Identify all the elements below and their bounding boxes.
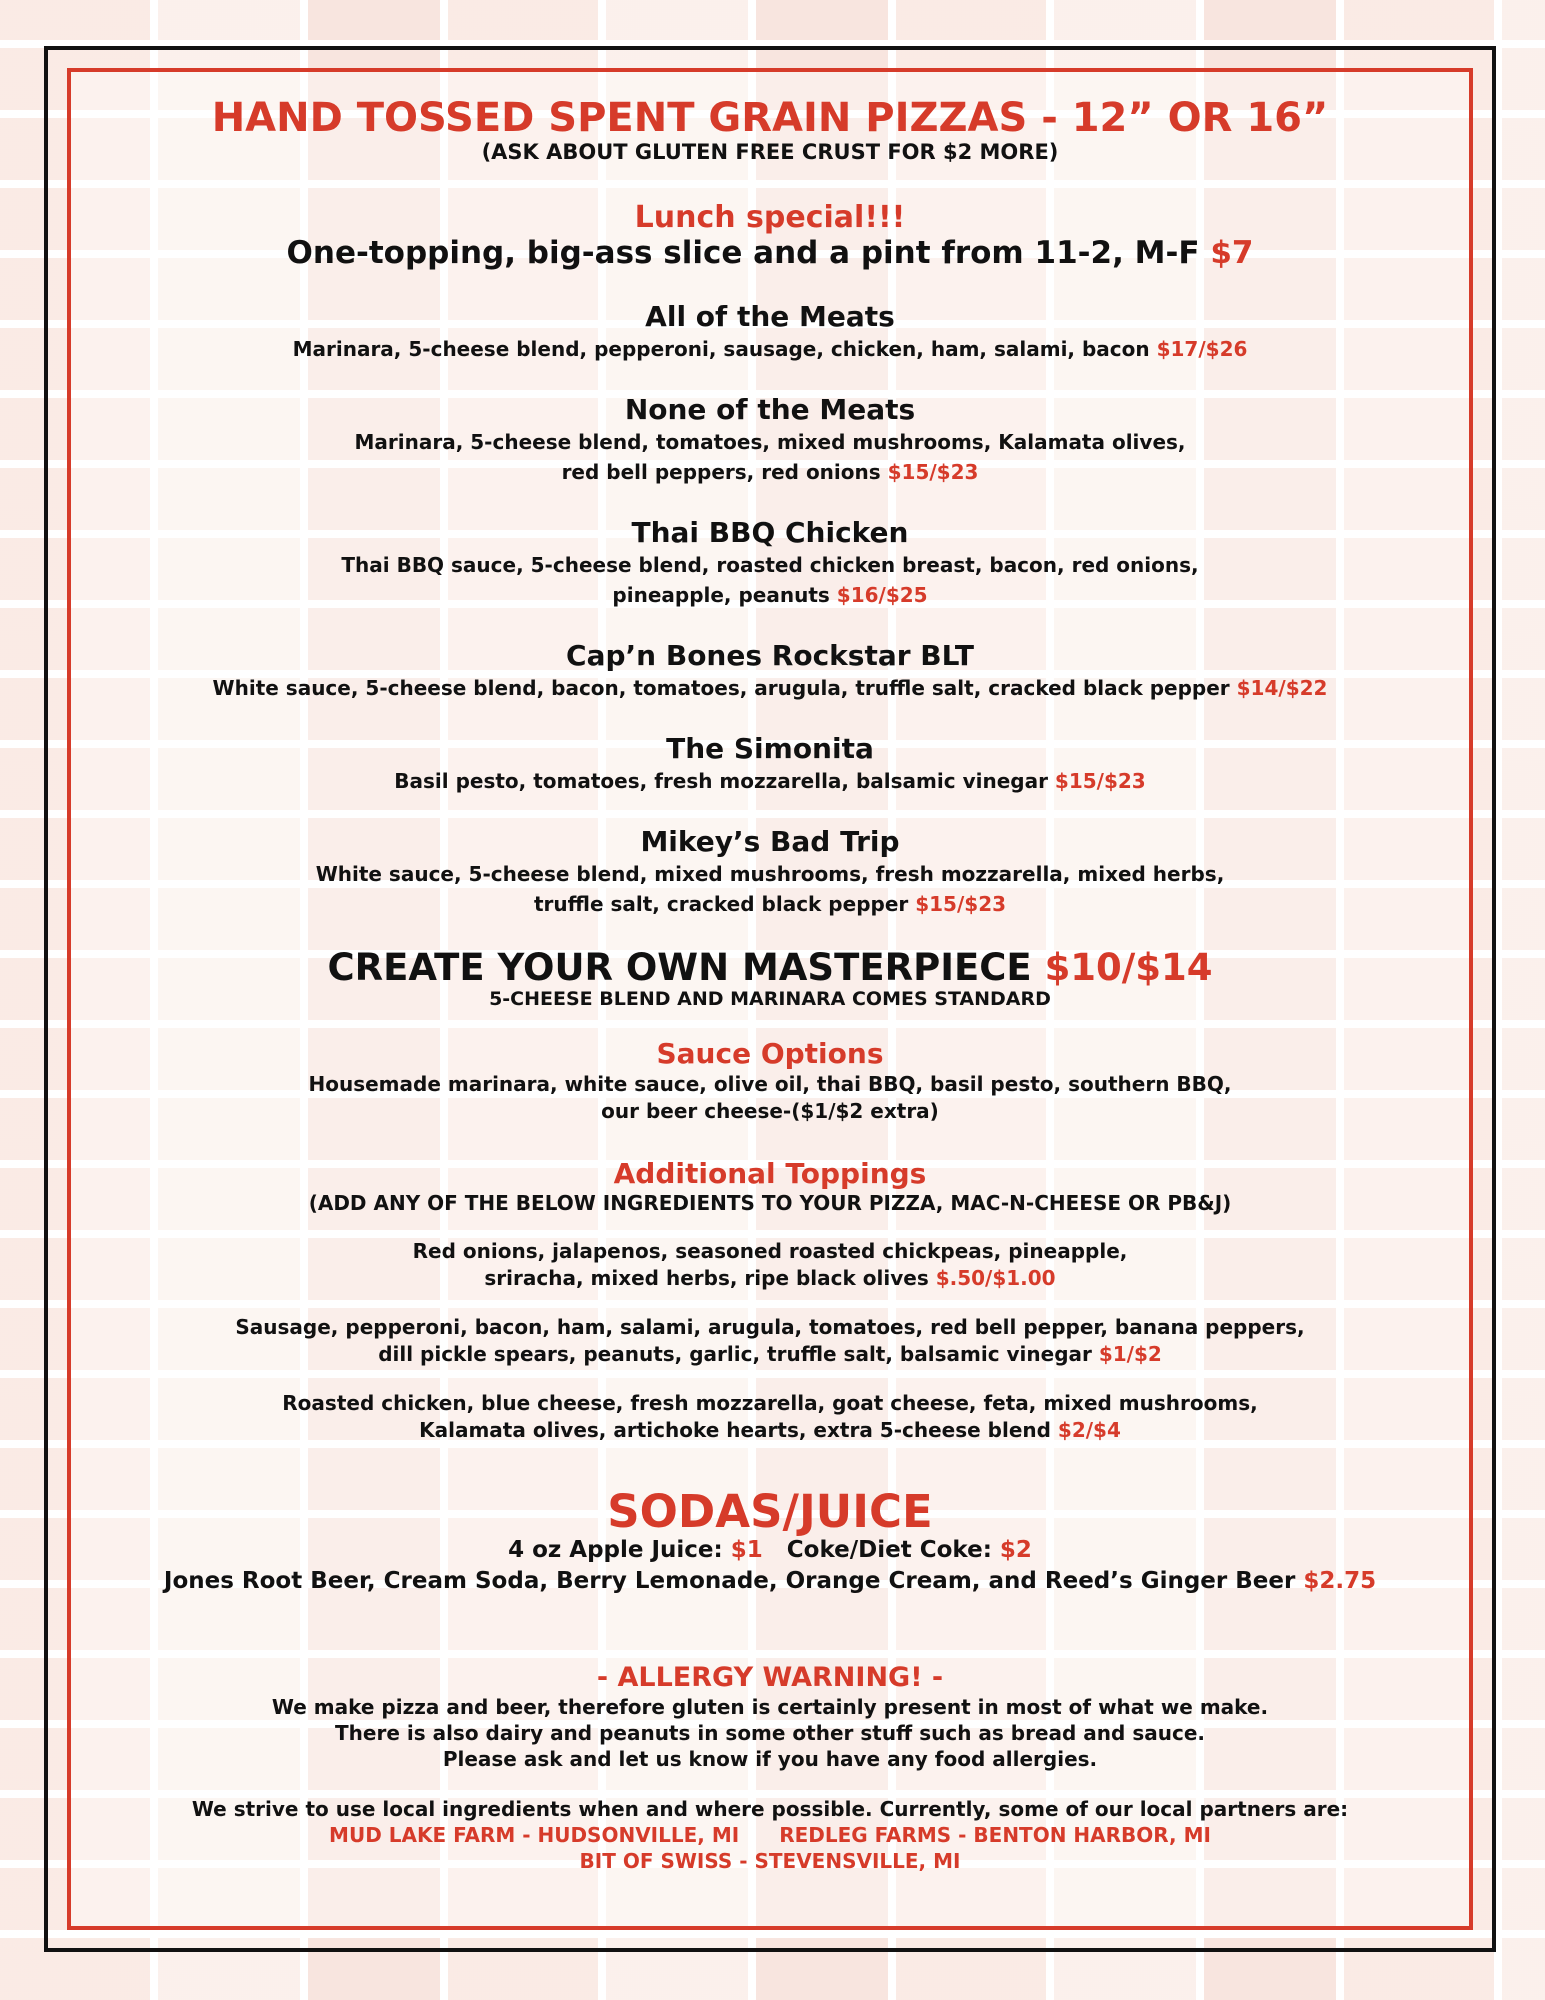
pizza-ingredients-line-2: red bell peppers, red onions <box>561 460 888 485</box>
pizza-price: $15/$23 <box>887 460 979 485</box>
coke-label: Coke/Diet Coke: <box>786 1537 1000 1564</box>
pizza-description <box>80 766 1460 796</box>
lunch-special <box>80 201 1460 271</box>
allergy-warning-title: - ALLERGY WARNING! - <box>596 1661 944 1693</box>
coke-price: $2 <box>999 1537 1032 1564</box>
topping-group-line-1: Sausage, pepperoni, bacon, ham, salami, arugula, tomatoes, red bell pepper, banana peppers, <box>235 1315 1305 1340</box>
sauce-options-list <box>80 1071 1460 1125</box>
pizza-name: The Simonita <box>666 732 874 766</box>
pizza-item <box>80 731 1460 796</box>
local-partners-row-1 <box>80 1822 1460 1848</box>
additional-toppings <box>80 1157 1460 1445</box>
lunch-special-text <box>80 236 1460 272</box>
pizza-item <box>80 392 1460 487</box>
partner-bit-of-swiss: BIT OF SWISS - STEVENSVILLE, MI <box>579 1848 961 1873</box>
topping-group <box>80 1314 1460 1368</box>
pizza-price: $17/$26 <box>1156 337 1248 362</box>
pizza-ingredients: White sauce, 5-cheese blend, bacon, tomatoes, arugula, truffle salt, cracked black pepper <box>212 676 1237 701</box>
pizza-ingredients-line-2: truffle salt, cracked black pepper <box>533 892 916 917</box>
pizza-price: $16/$25 <box>836 583 928 608</box>
toppings-title: Additional Toppings <box>613 1156 927 1190</box>
topping-group-line-2: Kalamata olives, artichoke hearts, extra 5-cheese blend <box>419 1418 1058 1443</box>
pizza-ingredients-line-2: pineapple, peanuts <box>612 583 837 608</box>
pizza-price: $15/$23 <box>915 892 1007 917</box>
allergy-line-3: Please ask and let us know if you have any food allergies. <box>442 1746 1098 1771</box>
topping-group-line-2: sriracha, mixed herbs, ripe black olives <box>484 1266 936 1291</box>
allergy-warning <box>80 1662 1460 1772</box>
sodas-juice <box>80 1485 1460 1597</box>
pizza-ingredients-line-1: Thai BBQ sauce, 5-cheese blend, roasted chicken breast, bacon, red onions, <box>341 553 1199 578</box>
allergy-warning-body <box>80 1694 1460 1772</box>
create-your-own-price: $10/$14 <box>1044 946 1213 990</box>
pizza-description <box>80 859 1460 919</box>
sodas-line-2 <box>80 1566 1460 1597</box>
pizza-name: None of the Meats <box>624 393 916 427</box>
sauce-options-line-2: our beer cheese-($1/$2 extra) <box>601 1098 939 1123</box>
apple-juice-label: 4 oz Apple Juice: <box>508 1537 731 1564</box>
pizza-name: Cap’n Bones Rockstar BLT <box>566 639 974 673</box>
pizza-ingredients-line-1: White sauce, 5-cheese blend, mixed mushrooms, fresh mozzarella, mixed herbs, <box>315 862 1225 887</box>
pizza-ingredients-line-1: Marinara, 5-cheese blend, tomatoes, mixed mushrooms, Kalamata olives, <box>354 430 1186 455</box>
page-title: HAND TOSSED SPENT GRAIN PIZZAS - 12” OR 16” <box>211 95 1329 141</box>
pizza-name: Mikey’s Bad Trip <box>640 825 900 859</box>
pizza-ingredients: Basil pesto, tomatoes, fresh mozzarella, balsamic vinegar <box>394 769 1055 794</box>
lunch-special-title: Lunch special!!! <box>634 200 906 236</box>
pizza-item <box>80 824 1460 919</box>
sodas-title: SODAS/JUICE <box>607 1485 933 1539</box>
sauce-options <box>80 1037 1460 1125</box>
local-partners <box>80 1796 1460 1874</box>
pizza-description <box>80 334 1460 364</box>
topping-group-price: $1/$2 <box>1098 1342 1162 1367</box>
toppings-note: (ADD ANY OF THE BELOW INGREDIENTS TO YOUR PIZZA, MAC-N-CHEESE OR PB&J) <box>308 1191 1232 1216</box>
topping-group <box>80 1238 1460 1292</box>
menu-content <box>80 96 1460 1874</box>
topping-group-price: $2/$4 <box>1057 1418 1121 1443</box>
pizza-description <box>80 673 1460 703</box>
local-partners-intro: We strive to use local ingredients when and where possible. Currently, some of our local partners are: <box>191 1796 1349 1821</box>
allergy-line-2: There is also dairy and peanuts in some other stuff such as bread and sauce. <box>335 1720 1205 1745</box>
sauce-options-title: Sauce Options <box>656 1036 884 1070</box>
pizza-list <box>80 299 1460 919</box>
create-your-own-subtitle: 5-CHEESE BLEND AND MARINARA COMES STANDARD <box>489 988 1051 1011</box>
pizza-item <box>80 299 1460 364</box>
apple-juice-price: $1 <box>730 1537 763 1564</box>
topping-group-price: $.50/$1.00 <box>935 1266 1056 1291</box>
pizza-description <box>80 550 1460 610</box>
topping-group-line-2: dill pickle spears, peanuts, garlic, truffle salt, balsamic vinegar <box>378 1342 1099 1367</box>
pizza-name: All of the Meats <box>645 300 895 334</box>
partner-redleg-farms: REDLEG FARMS - BENTON HARBOR, MI <box>779 1822 1211 1847</box>
topping-group-line-1: Roasted chicken, blue cheese, fresh mozzarella, goat cheese, feta, mixed mushrooms, <box>282 1391 1258 1416</box>
create-your-own-heading: CREATE YOUR OWN MASTERPIECE <box>327 946 1045 990</box>
pizza-ingredients: Marinara, 5-cheese blend, pepperoni, sausage, chicken, ham, salami, bacon <box>292 337 1157 362</box>
create-your-own <box>80 946 1460 1011</box>
sauce-options-line-1: Housemade marinara, white sauce, olive oil, thai BBQ, basil pesto, southern BBQ, <box>308 1071 1232 1096</box>
pizza-price: $15/$23 <box>1054 769 1146 794</box>
pizza-item <box>80 515 1460 610</box>
topping-group <box>80 1390 1460 1444</box>
topping-group-line-1: Red onions, jalapenos, seasoned roasted chickpeas, pineapple, <box>412 1239 1128 1264</box>
specialty-sodas-list: Jones Root Beer, Cream Soda, Berry Lemonade, Orange Cream, and Reed’s Ginger Beer <box>163 1568 1304 1595</box>
partner-mud-lake-farm: MUD LAKE FARM - HUDSONVILLE, MI <box>329 1822 740 1847</box>
pizza-item <box>80 638 1460 703</box>
pizza-description <box>80 427 1460 487</box>
allergy-line-1: We make pizza and beer, therefore gluten is certainly present in most of what we make. <box>271 1694 1269 1719</box>
lunch-special-price: $7 <box>1210 234 1254 271</box>
pizza-name: Thai BBQ Chicken <box>631 516 909 550</box>
pizza-price: $14/$22 <box>1236 676 1328 701</box>
sodas-line-1 <box>80 1535 1460 1566</box>
lunch-special-description: One-topping, big-ass slice and a pint from 11-2, M-F <box>286 234 1211 271</box>
create-your-own-title <box>80 946 1460 990</box>
gluten-free-note: (ASK ABOUT GLUTEN FREE CRUST FOR $2 MORE) <box>481 140 1059 164</box>
menu-header <box>80 96 1460 165</box>
specialty-sodas-price: $2.75 <box>1303 1568 1377 1595</box>
